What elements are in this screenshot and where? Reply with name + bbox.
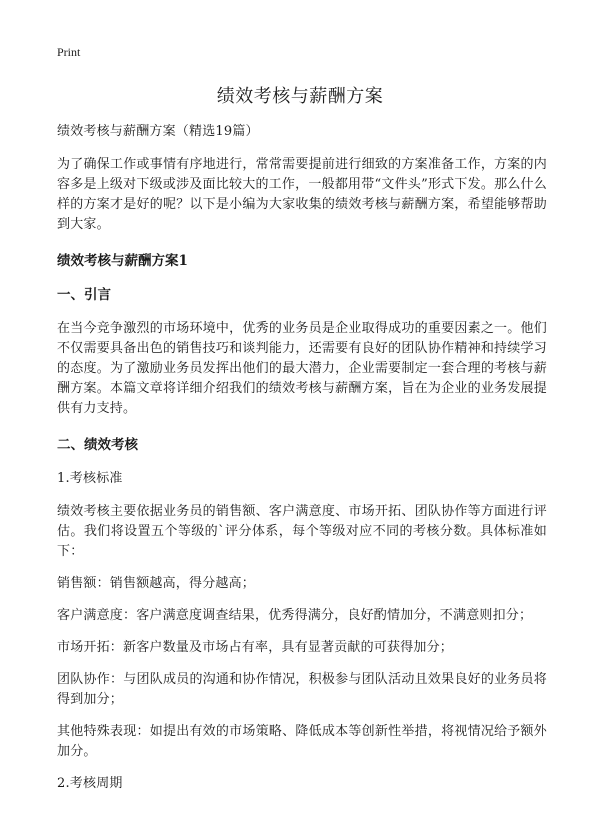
print-link[interactable]: Print	[57, 45, 81, 59]
subheading-cycle: 2.考核周期	[57, 776, 123, 791]
criteria-item-sales: 销售额：销售额越高，得分越高；	[57, 576, 256, 591]
introduction-paragraph: 在当今竞争激烈的市场环境中，优秀的业务员是企业取得成功的重要因素之一。他们不仅需要具备出色的销售技巧和谈判能力，还需要有良好的团队协作精神和持续学习的态度。为了激励业务员发挥出他们的最大潜力，企业需要制定一套合理的考核与薪酬方案。本篇文章将详细介绍我们的绩效考核与薪酬方案，旨在为企业的业务发展提供有力支持。	[57, 321, 547, 416]
page-title: 绩效考核与薪酬方案	[216, 86, 384, 107]
criteria-item-market: 市场开拓：新客户数量及市场占有率，具有显著贡献的可获得加分；	[57, 640, 454, 655]
heading-introduction: 一、引言	[57, 287, 111, 303]
heading-performance: 二、绩效考核	[57, 437, 138, 453]
criteria-item-team: 团队协作：与团队成员的沟通和协作情况，积极参与团队活动且效果良好的业务员将得到加分；	[57, 672, 547, 707]
intro-paragraph: 为了确保工作或事情有序地进行，常常需要提前进行细致的方案准备工作，方案的内容多是上级对下级或涉及面比较大的工作，一般都用带“文件头”形式下发。那么什么样的方案才是好的呢？以下是小编为大家收集的绩效考核与薪酬方案，希望能够帮助到大家。	[57, 157, 547, 232]
criteria-item-satisfaction: 客户满意度：客户满意度调查结果，优秀得满分，良好酌情加分，不满意则扣分；	[57, 608, 533, 623]
section-title: 绩效考核与薪酬方案1	[57, 253, 188, 269]
document-subtitle: 绩效考核与薪酬方案（精选19篇）	[57, 124, 259, 139]
standard-paragraph: 绩效考核主要依据业务员的销售额、客户满意度、市场开拓、团队协作等方面进行评估。我们将设置五个等级的`评分体系，每个等级对应不同的考核分数。具体标准如下：	[57, 504, 547, 559]
criteria-item-other: 其他特殊表现：如提出有效的市场策略、降低成本等创新性举措，将视情况给予额外加分。	[57, 724, 547, 759]
subheading-standard: 1.考核标准	[57, 471, 123, 486]
document-body	[57, 122, 547, 807]
